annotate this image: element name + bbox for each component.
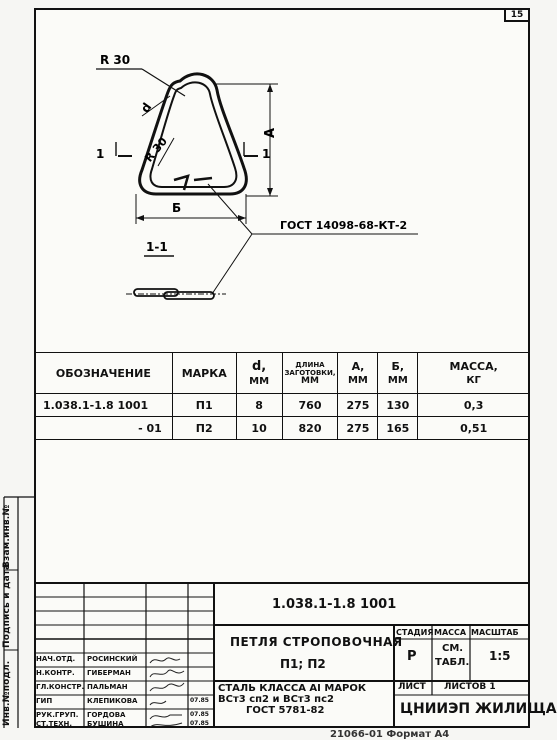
- material-line-3: ГОСТ 5781-82: [246, 705, 325, 716]
- signature-role: ГЛ.КОНСТР.: [36, 683, 85, 691]
- document-title: ПЕТЛЯ СТРОПОВОЧНАЯ: [230, 635, 403, 649]
- stage-value: Р: [407, 649, 417, 664]
- mass-value-1: СМ.: [442, 643, 464, 654]
- loop-drawing: [34, 8, 530, 353]
- col-mass-unit: КГ: [466, 375, 481, 386]
- standard-note: ГОСТ 14098-68-КТ-2: [280, 219, 408, 232]
- scale-header: МАСШТАБ: [471, 628, 519, 637]
- table-row: [35, 394, 530, 417]
- signature-name: ГОРДОВА: [87, 711, 126, 719]
- signature-role: СТ.ТЕХН.: [36, 720, 73, 728]
- dim-d-label: d: [137, 100, 155, 116]
- row-d: 10: [236, 417, 282, 440]
- dim-b-label: Б: [172, 201, 182, 215]
- col-b: [378, 353, 418, 394]
- col-d: [236, 353, 282, 394]
- signature-role: Н.КОНТР.: [36, 669, 75, 677]
- col-mass-label: МАССА,: [449, 360, 498, 373]
- section-mark-left: 1: [96, 147, 105, 161]
- row-b: 165: [378, 417, 418, 440]
- scale-value: 1:5: [489, 649, 511, 663]
- col-a-unit: ММ: [347, 375, 368, 386]
- col-a-label: А,: [351, 360, 365, 373]
- row-mark: П1: [172, 394, 236, 417]
- signature-role: НАЧ.ОТД.: [36, 655, 76, 663]
- col-mark: МАРКА: [172, 353, 236, 394]
- organization: ЦНИИЭП ЖИЛИЩА: [400, 701, 557, 717]
- section-mark-right: 1: [262, 147, 271, 161]
- loop-inner-outline: [150, 82, 236, 187]
- signature-role: РУК.ГРУП.: [36, 711, 79, 719]
- col-b-label: Б,: [391, 360, 405, 373]
- document-code: 1.038.1-1.8 1001: [272, 597, 397, 612]
- mass-value-2: ТАБЛ.: [435, 657, 470, 668]
- row-mass: 0,51: [418, 417, 530, 440]
- side-label-inv-podl: Инв.№подл.: [2, 660, 12, 726]
- col-mass: [418, 353, 530, 394]
- handwritten-signatures: [146, 653, 188, 728]
- col-length-label-1: ДЛИНА: [295, 361, 325, 369]
- row-a: 275: [338, 417, 378, 440]
- col-length-unit: ММ: [301, 376, 319, 386]
- row-designation: - 01: [35, 417, 173, 440]
- side-label-replace-inv: Взам.инв.№: [2, 504, 12, 568]
- signature-name: ГИБЕРМАН: [87, 669, 131, 677]
- col-length: [282, 353, 338, 394]
- section-view: [126, 289, 226, 299]
- side-label-signature-date: Подпись и дата: [2, 563, 12, 648]
- signature-date: 07.85: [190, 711, 209, 718]
- row-mass: 0,3: [418, 394, 530, 417]
- col-b-unit: ММ: [387, 375, 408, 386]
- radius-inner-label: R 30: [142, 135, 170, 165]
- row-designation: 1.038.1-1.8 1001: [35, 394, 173, 417]
- spec-table: [34, 352, 530, 440]
- material-line-1: СТАЛЬ КЛАССА АI МАРОК: [218, 683, 367, 694]
- sheets-label: ЛИСТОВ 1: [444, 682, 496, 692]
- signature-name: РОСИНСКИЙ: [87, 655, 138, 663]
- signature-date: 07.85: [190, 697, 209, 704]
- row-length: 760: [282, 394, 338, 417]
- bottom-note: 21066-01 Формат А4: [330, 729, 450, 740]
- document-subtitle: П1; П2: [280, 657, 326, 671]
- row-mark: П2: [172, 417, 236, 440]
- title-block: [34, 583, 557, 728]
- section-label: 1-1: [146, 240, 168, 254]
- signature-name: КЛЕПИКОВА: [87, 697, 138, 705]
- signature-date: 07.85: [190, 720, 209, 727]
- radius-outer-label: R 30: [100, 53, 131, 67]
- loop-outer-outline: [137, 74, 247, 194]
- signature-name: ПАЛЬМАН: [87, 683, 128, 691]
- sheet-number: 15: [504, 10, 528, 22]
- dim-a-label: А: [263, 127, 278, 138]
- col-a: [338, 353, 378, 394]
- stage-header: СТАДИЯ: [396, 628, 434, 637]
- col-d-unit: ММ: [249, 376, 270, 387]
- table-row: [35, 417, 530, 440]
- col-designation: ОБОЗНАЧЕНИЕ: [35, 353, 173, 394]
- spec-header-row: [35, 353, 530, 394]
- row-b: 130: [378, 394, 418, 417]
- col-d-label: d,: [251, 359, 267, 374]
- signature-role: ГИП: [36, 697, 53, 705]
- col-length-label-2: ЗАГОТОВКИ,: [284, 369, 336, 377]
- row-a: 275: [338, 394, 378, 417]
- signature-name: БУШИНА: [87, 720, 124, 728]
- row-d: 8: [236, 394, 282, 417]
- mass-header: МАССА: [434, 628, 467, 637]
- row-length: 820: [282, 417, 338, 440]
- sheet-label: ЛИСТ: [398, 682, 426, 692]
- material-line-2: ВСт3 сп2 и ВСт3 пс2: [218, 694, 334, 705]
